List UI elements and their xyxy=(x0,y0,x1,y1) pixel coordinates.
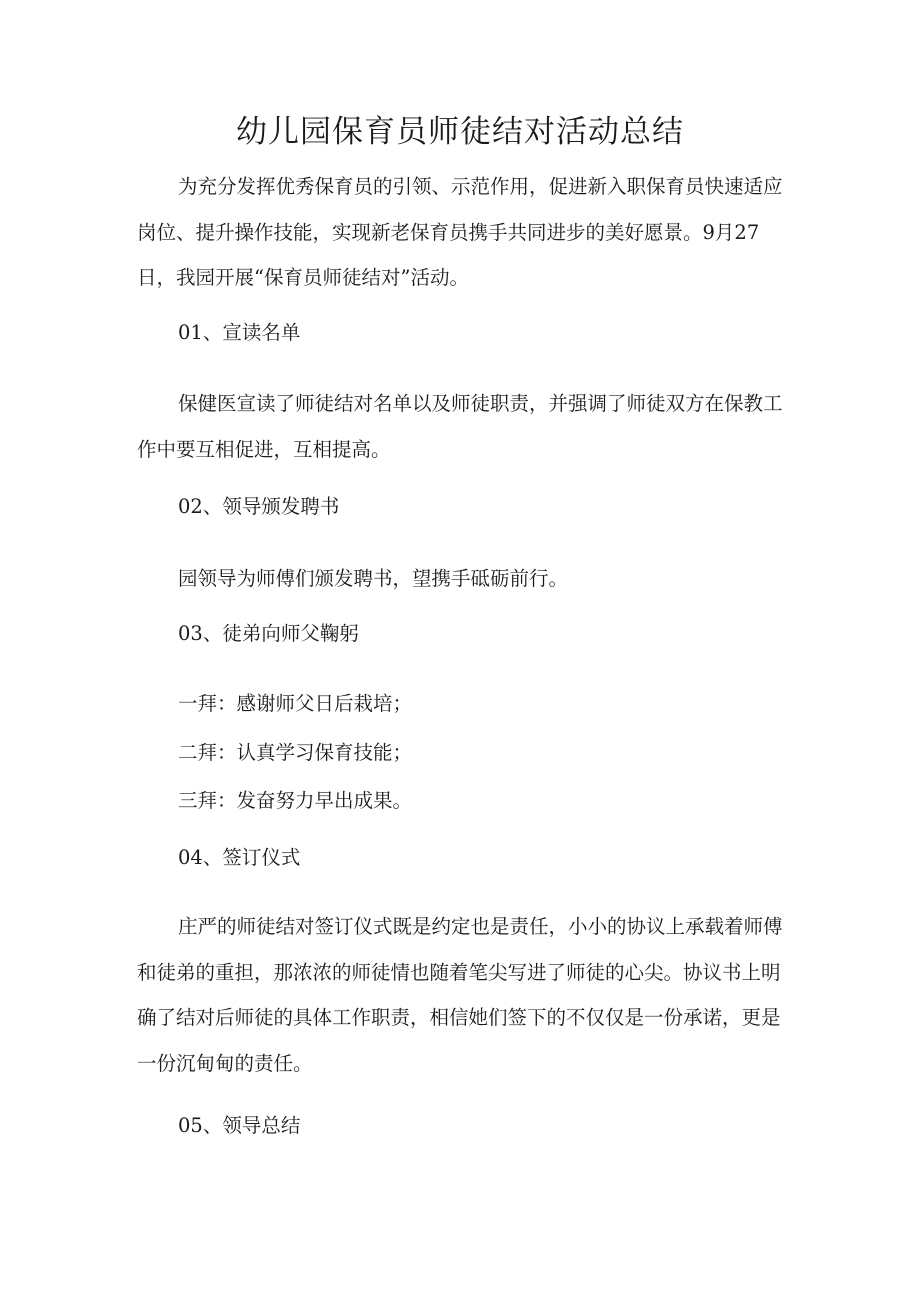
section-body-04: 庄严的师徒结对签订仪式既是约定也是责任，小小的协议上承载着师傅和徒弟的重担，那浓浓的师徒情也随着笔尖写进了师徒的心尖。协议书上明确了结对后师徒的具体工作职责，相信她们签下的不仅仅是一份承诺，更是一份沉甸甸的责任。 xyxy=(137,915,783,1075)
section-heading-03: 03、徒弟向师父鞠躬 xyxy=(178,622,359,645)
section-body-01: 保健医宣读了师徒结对名单以及师徒职责，并强调了师徒双方在保教工作中要互相促进，互相提高。 xyxy=(137,392,783,461)
section-heading-01: 01、宣读名单 xyxy=(178,321,301,344)
document-title: 幼儿园保育员师徒结对活动总结 xyxy=(236,114,684,150)
bow-item-3: 三拜：发奋努力早出成果。 xyxy=(178,789,413,812)
section-heading-02: 02、领导颁发聘书 xyxy=(178,495,340,518)
intro-paragraph: 为充分发挥优秀保育员的引领、示范作用，促进新入职保育员快速适应岗位、提升操作技能，实现新老保育员携手共同进步的美好愿景。9月27日，我园开展“保育员师徒结对”活动。 xyxy=(137,175,783,289)
section-heading-04: 04、签订仪式 xyxy=(178,846,301,869)
section-body-02: 园领导为师傅们颁发聘书，望携手砥砺前行。 xyxy=(178,567,569,590)
bow-item-1: 一拜：感谢师父日后栽培； xyxy=(178,692,413,715)
bow-item-2: 二拜：认真学习保育技能； xyxy=(178,741,413,764)
section-heading-05: 05、领导总结 xyxy=(178,1114,301,1137)
